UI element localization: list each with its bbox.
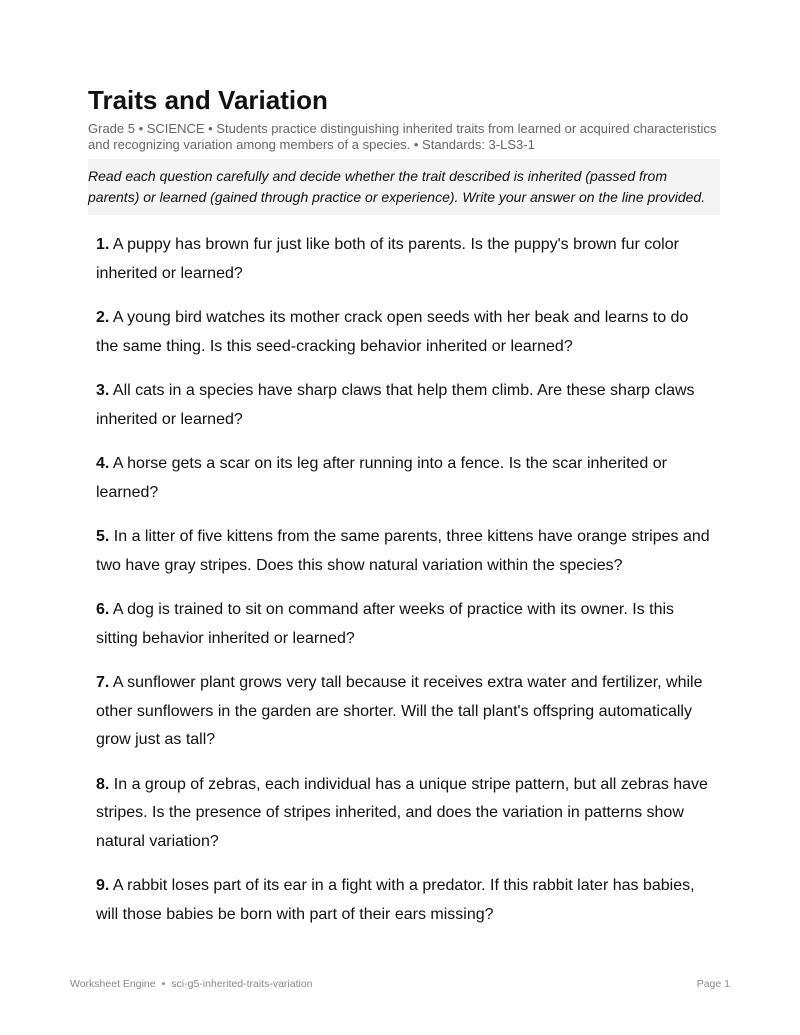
page-number: Page 1 (696, 978, 730, 990)
instructions-box: Read each question carefully and decide whether the trait described is inherited (passed from parents) or learned (gained through practice or experience). Write your answer on the line provided. (88, 159, 720, 215)
question-3 (96, 377, 714, 434)
question-text: A dog is trained to sit on command after weeks of practice with its owner. Is this sitting behavior inherited or learned? (96, 601, 675, 647)
footer-engine: Worksheet Engine (70, 978, 156, 990)
question-4 (96, 450, 714, 507)
question-number: 2. (96, 309, 110, 326)
footer-slug: sci-g5-inherited-traits-variation (171, 978, 313, 990)
question-6 (96, 596, 714, 653)
question-8 (96, 771, 714, 857)
question-number: 1. (96, 236, 110, 253)
question-7 (96, 669, 714, 755)
question-number: 8. (96, 775, 110, 793)
question-list (88, 231, 720, 929)
question-1 (96, 231, 714, 288)
question-2 (96, 304, 714, 361)
question-number: 3. (96, 382, 110, 399)
question-text: A young bird watches its mother crack open seeds with her beak and learns to do the same thing. Is this seed-cracking behavior inherited or learned? (96, 309, 689, 355)
footer-source (70, 978, 313, 990)
question-5 (96, 523, 714, 580)
page-title: Traits and Variation (88, 85, 328, 115)
question-number: 5. (96, 528, 110, 545)
worksheet-meta: Grade 5 • SCIENCE • Students practice distinguishing inherited traits from learned or acquired characteristics and recognizing variation among members of a species. • Standards: 3-LS3-1 (88, 121, 717, 152)
question-number: 9. (96, 877, 110, 894)
question-text: In a litter of five kittens from the same parents, three kittens have orange stripes and two have gray stripes. Does this show natural variation within the species? (96, 528, 710, 574)
question-9 (96, 872, 714, 929)
worksheet (88, 84, 720, 945)
question-text: A puppy has brown fur just like both of its parents. Is the puppy's brown fur color inherited or learned? (96, 236, 679, 282)
page-footer (70, 978, 730, 990)
question-text: A sunflower plant grows very tall because it receives extra water and fertilizer, while other sunflowers in the garden are shorter. Will the tall plant's offspring automatically grow just as tall? (96, 674, 703, 748)
question-text: All cats in a species have sharp claws that help them climb. Are these sharp claws inherited or learned? (96, 382, 695, 428)
footer-separator: • (161, 978, 166, 990)
question-text: A rabbit loses part of its ear in a fight with a predator. If this rabbit later has babies, will those babies be born with part of their ears missing? (96, 877, 695, 923)
question-text: A horse gets a scar on its leg after running into a fence. Is the scar inherited or learned? (96, 455, 667, 501)
question-number: 6. (96, 601, 110, 618)
question-number: 4. (96, 455, 110, 472)
question-text: In a group of zebras, each individual has a unique stripe pattern, but all zebras have stripes. Is the presence of stripes inherited, and does the variation in patterns show natural variation? (96, 775, 708, 850)
question-number: 7. (96, 674, 110, 691)
